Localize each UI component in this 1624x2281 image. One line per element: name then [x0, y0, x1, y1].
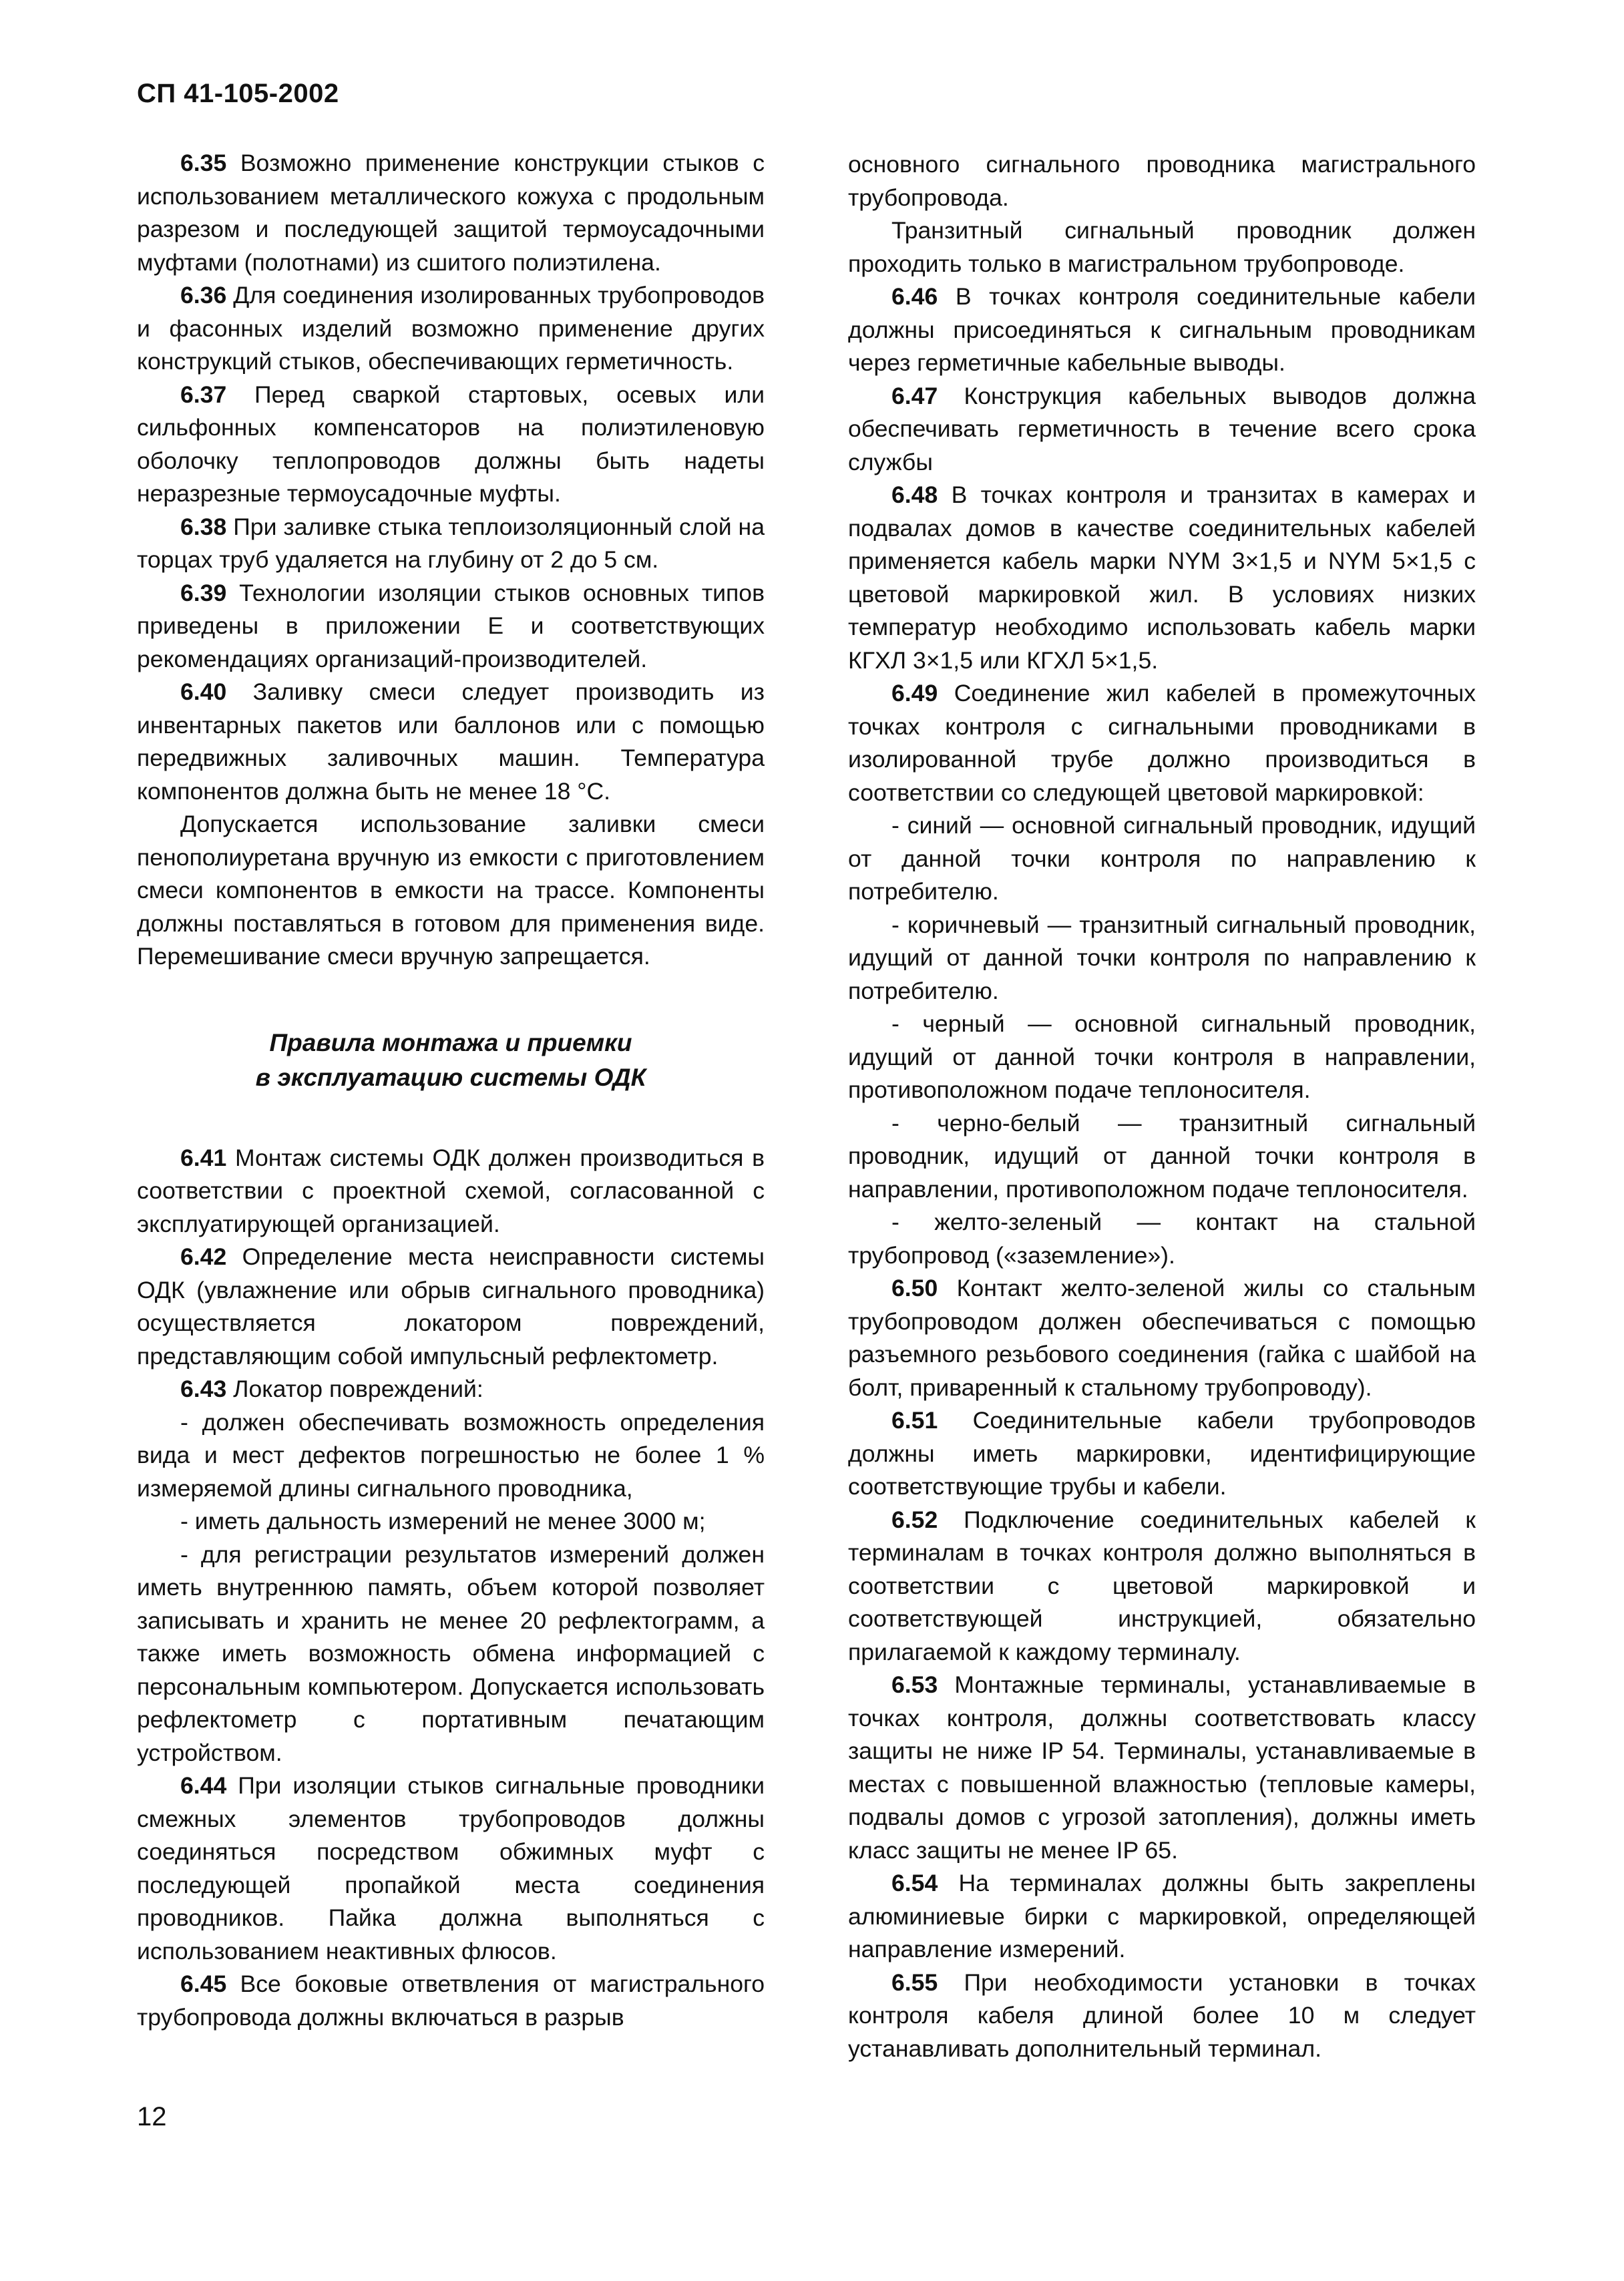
document-code-header: СП 41-105-2002 [137, 79, 339, 108]
paragraph-text: - черный — основной сигнальный проводник, идущий от данной точки контроля в направлении, противоположном подаче теплоносителя. [848, 1010, 1476, 1103]
paragraph [137, 147, 765, 279]
left-paragraphs-before-heading [137, 147, 765, 974]
paragraph-text: - коричневый — транзитный сигнальный проводник, идущий от данной точки контроля по направлению к потребителю. [848, 911, 1476, 1004]
paragraph-text: При изоляции стыков сигнальные проводники смежных элементов трубопроводов должны соединяться посредством обжимных муфт с последующей пропайкой места соединения проводников. Пайка должна выполняться с использованием неактивных флюсов. [137, 1772, 765, 1964]
clause-number: 6.49 [891, 680, 938, 706]
paragraph [137, 279, 765, 379]
clause-number: 6.46 [891, 283, 938, 310]
paragraph-text: Все боковые ответвления от магистрального трубопровода должны включаться в разрыв [137, 1971, 765, 2031]
paragraph [137, 1406, 765, 1506]
paragraph-text: - должен обеспечивать возможность определения вида и мест дефектов погрешностью не более 1 % измеряемой длины сигнального проводника, [137, 1408, 765, 1502]
clause-number: 6.41 [180, 1144, 227, 1171]
clause-number: 6.38 [180, 513, 227, 540]
paragraph [848, 280, 1476, 380]
right-text-column [848, 148, 1476, 2065]
paragraph [848, 677, 1476, 809]
clause-number: 6.53 [891, 1671, 938, 1698]
paragraph-text: Перед сваркой стартовых, осевых или сильфонных компенсаторов на полиэтиленовую оболочку теплопроводов должны быть надеты неразрезные термоусадочные муфты. [137, 381, 765, 507]
paragraph [137, 577, 765, 676]
paragraph [137, 676, 765, 808]
paragraph-text: Определение места неисправности системы ОДК (увлажнение или обрыв сигнального проводника) осуществляется локатором повреждений, представляющим собой импульсный рефлектометр. [137, 1243, 765, 1370]
paragraph-text: - синий — основной сигнальный проводник, идущий от данной точки контроля по направлению к потребителю. [848, 812, 1476, 905]
paragraph-text: Монтажные терминалы, устанавливаемые в точках контроля, должны соответствовать классу защиты не ниже IP 54. Терминалы, устанавливаемые в местах с повышенной влажностью (тепловые камеры, подвалы домов с угрозой затопления), должны иметь класс защиты не менее IP 65. [848, 1671, 1476, 1864]
page-number: 12 [137, 2102, 167, 2131]
clause-number: 6.47 [891, 382, 938, 409]
paragraph [137, 808, 765, 974]
paragraph [848, 1504, 1476, 1669]
paragraph [848, 1272, 1476, 1404]
paragraph [137, 1505, 765, 1538]
paragraph-text: основного сигнального проводника магистрального трубопровода. [848, 151, 1476, 211]
paragraph [848, 809, 1476, 909]
clause-number: 6.39 [180, 579, 227, 606]
paragraph-text: Соединение жил кабелей в промежуточных точках контроля с сигнальными проводниками в изолированной трубе должно производиться в соответствии со следующей цветовой маркировкой: [848, 680, 1476, 806]
left-text-column [137, 147, 765, 2034]
paragraph-text: Возможно применение конструкции стыков с использованием металлического кожуха с продольным разрезом и последующей защитой термоусадочными муфтами (полотнами) из сшитого полиэтилена. [137, 150, 765, 276]
right-paragraphs [848, 148, 1476, 2065]
paragraph-text: В точках контроля соединительные кабели должны присоединяться к сигнальным проводникам через герметичные кабельные выводы. [848, 283, 1476, 376]
section-heading-line-1: Правила монтажа и приемки [269, 1028, 632, 1056]
paragraph [137, 511, 765, 577]
paragraph-text: - черно-белый — транзитный сигнальный проводник, идущий от данной точки контроля в направлении, противоположном подаче теплоносителя. [848, 1109, 1476, 1203]
paragraph-text: При заливке стыка теплоизоляционный слой на торцах труб удаляется на глубину от 2 до 5 см. [137, 513, 765, 573]
paragraph [848, 380, 1476, 479]
paragraph [848, 1008, 1476, 1107]
clause-number: 6.44 [180, 1772, 227, 1799]
section-heading [137, 1026, 765, 1095]
paragraph-text: Технологии изоляции стыков основных типов приведены в приложении Е и соответствующих рекомендациях организаций-производителей. [137, 579, 765, 672]
clause-number: 6.40 [180, 678, 227, 705]
clause-number: 6.52 [891, 1506, 938, 1533]
paragraph [848, 909, 1476, 1008]
paragraph-text: Допускается использование заливки смеси пенополиуретана вручную из емкости с приготовлением смеси компонентов в емкости на трассе. Компоненты должны поставляться в готовом для применения виде. Перемешивание смеси вручную запрещается. [137, 811, 765, 970]
paragraph [848, 1107, 1476, 1207]
paragraph-text: Контакт желто-зеленой жилы со стальным трубопроводом должен обеспечиваться с помощью разъемного резьбового соединения (гайка с шайбой на болт, приваренный к стальному трубопроводу). [848, 1275, 1476, 1401]
paragraph-text: Локатор повреждений: [226, 1376, 483, 1402]
paragraph [137, 1968, 765, 2034]
clause-number: 6.55 [891, 1968, 938, 1996]
paragraph [848, 148, 1476, 214]
paragraph-text: Монтаж системы ОДК должен производиться в соответствии с проектной схемой, согласованной с эксплуатирующей организацией. [137, 1144, 765, 1237]
paragraph-text: - иметь дальность измерений не менее 3000 м; [180, 1508, 706, 1534]
paragraph-text: Подключение соединительных кабелей к терминалам в точках контроля должно выполняться в соответствии с цветовой маркировкой и соответствующей инструкцией, обязательно прилагаемой к каждому терминалу. [848, 1506, 1476, 1665]
paragraph-text: При необходимости установки в точках контроля кабеля длиной более 10 м следует устанавливать дополнительный терминал. [848, 1968, 1476, 2062]
clause-number: 6.48 [891, 481, 938, 508]
paragraph [137, 1142, 765, 1241]
paragraph [137, 1770, 765, 1968]
paragraph [848, 214, 1476, 280]
paragraph [848, 1404, 1476, 1504]
clause-number: 6.51 [891, 1407, 938, 1434]
paragraph [848, 1669, 1476, 1867]
clause-number: 6.50 [891, 1275, 938, 1301]
paragraph-text: Конструкция кабельных выводов должна обеспечивать герметичность в течение всего срока службы [848, 382, 1476, 475]
paragraph [848, 479, 1476, 677]
paragraph-text: - для регистрации результатов измерений должен иметь внутреннюю память, объем которой позволяет записывать и хранить не менее 20 рефлектограмм, а также иметь возможность обмена информацией с персональным компьютером. Допускается использовать рефлектометр с портативным печатающим устройством. [137, 1540, 765, 1766]
paragraph [137, 1538, 765, 1770]
paragraph [137, 1373, 765, 1406]
left-paragraphs-after-heading [137, 1142, 765, 2035]
paragraph [848, 1867, 1476, 1966]
paragraph [137, 1241, 765, 1373]
clause-number: 6.54 [891, 1870, 938, 1896]
paragraph-text: В точках контроля и транзитах в камерах и подвалах домов в качестве соединительных кабелей применяется кабель марки NYM 3×1,5 и NYM 5×1,5 с цветовой маркировкой жил. В условиях низких температур необходимо использовать кабель марки КГХЛ 3×1,5 или КГХЛ 5×1,5. [848, 481, 1476, 674]
paragraph-text: Соединительные кабели трубопроводов должны иметь маркировки, идентифицирующие соответствующие трубы и кабели. [848, 1407, 1476, 1500]
paragraph-text: Для соединения изолированных трубопроводов и фасонных изделий возможно применение других конструкций стыков, обеспечивающих герметичность. [137, 282, 765, 375]
paragraph [848, 1206, 1476, 1272]
paragraph [137, 379, 765, 511]
paragraph-text: Заливку смеси следует производить из инвентарных пакетов или баллонов или с помощью передвижных заливочных машин. Температура компонентов должна быть не менее 18 °С. [137, 678, 765, 805]
clause-number: 6.42 [180, 1243, 227, 1270]
clause-number: 6.45 [180, 1971, 227, 1997]
paragraph [848, 1966, 1476, 2066]
section-heading-line-2: в эксплуатацию системы ОДК [255, 1063, 646, 1091]
paragraph-text: - желто-зеленый — контакт на стальной трубопровод («заземление»). [848, 1209, 1476, 1269]
clause-number: 6.37 [180, 381, 227, 408]
clause-number: 6.35 [180, 150, 227, 176]
paragraph-text: Транзитный сигнальный проводник должен проходить только в магистральном трубопроводе. [848, 217, 1476, 277]
clause-number: 6.36 [180, 282, 227, 308]
clause-number: 6.43 [180, 1376, 227, 1402]
paragraph-text: На терминалах должны быть закреплены алюминиевые бирки с маркировкой, определяющей направление измерений. [848, 1870, 1476, 1962]
